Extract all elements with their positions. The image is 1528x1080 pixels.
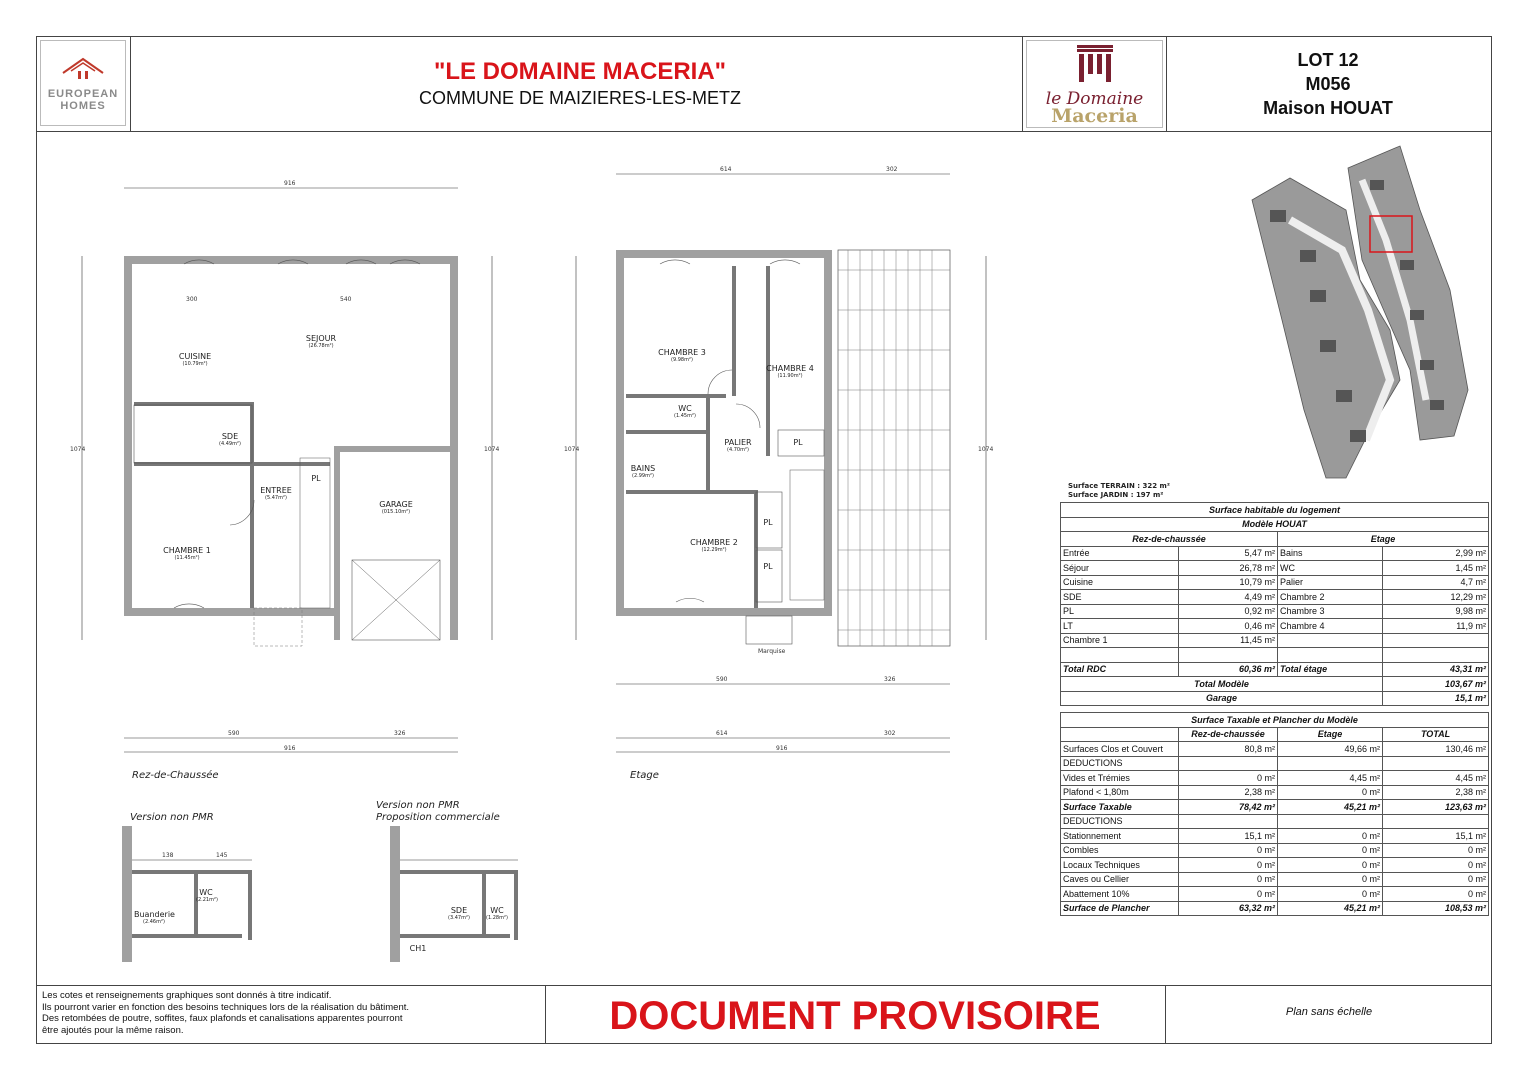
room-label: PALIER (4.70m²) bbox=[724, 438, 752, 453]
lot-number: LOT 12 bbox=[1297, 50, 1359, 70]
habitable-model: Modèle HOUAT bbox=[1061, 517, 1489, 532]
dim-label: 916 bbox=[284, 180, 296, 187]
room-label: CHAMBRE 2 (12.29m²) bbox=[690, 538, 738, 553]
dim-label: 540 bbox=[340, 296, 352, 303]
table-row: Stationnement 15,1 m² 0 m² 15,1 m² bbox=[1061, 829, 1489, 844]
dim-label: 302 bbox=[884, 730, 896, 737]
logo-text-line1: EUROPEAN bbox=[47, 88, 119, 100]
logo-text-line2: HOMES bbox=[60, 100, 106, 112]
dim-label: 916 bbox=[284, 745, 296, 752]
table-row: Caves ou Cellier 0 m² 0 m² 0 m² bbox=[1061, 872, 1489, 887]
pmr-plan-label: Version non PMR bbox=[130, 812, 214, 823]
dim-label: 302 bbox=[886, 166, 898, 173]
pmr2-plan-label: Version non PMR bbox=[376, 800, 460, 811]
room-label: WC (2.21m²) bbox=[196, 888, 218, 903]
room-label: PL bbox=[763, 562, 773, 571]
room-label: GARAGE (015.10m²) bbox=[379, 500, 413, 515]
table-row: SDE 4,49 m² Chambre 2 12,29 m² bbox=[1061, 590, 1489, 605]
page-subtitle: COMMUNE DE MAIZIERES-LES-METZ bbox=[418, 88, 741, 108]
site-map bbox=[1250, 140, 1475, 480]
room-label: PL bbox=[311, 474, 321, 483]
dim-label: 1074 bbox=[564, 446, 580, 453]
house-model: Maison HOUAT bbox=[1263, 98, 1393, 118]
rdc-plan bbox=[124, 256, 458, 646]
surface-jardin: Surface JARDIN : 197 m² bbox=[1068, 491, 1164, 499]
dim-label: 1074 bbox=[978, 446, 994, 453]
etage-plan-label: Etage bbox=[630, 770, 659, 781]
table-row: Surface Taxable 78,42 m² 45,21 m² 123,63 m² bbox=[1061, 800, 1489, 815]
table-row: Vides et Trémies 0 m² 4,45 m² 4,45 m² bbox=[1061, 771, 1489, 786]
dim-label: 1074 bbox=[70, 446, 86, 453]
table-row: DEDUCTIONS bbox=[1061, 756, 1489, 771]
taxable-title: Surface Taxable et Plancher du Modèle bbox=[1061, 713, 1489, 728]
room-label: CHAMBRE 3 (9.98m²) bbox=[658, 348, 706, 363]
room-label: SDE (4.49m²) bbox=[219, 432, 241, 447]
dim-label: 916 bbox=[776, 745, 788, 752]
marquise-label: Marquise bbox=[758, 648, 786, 655]
logo-brand-text: Maceria bbox=[1051, 105, 1138, 127]
lot-code: M056 bbox=[1305, 74, 1351, 94]
roof-hatching bbox=[838, 250, 950, 646]
dim-label: 1074 bbox=[484, 446, 500, 453]
pmr-plan bbox=[122, 826, 252, 962]
room-label: SDE (3.47m²) bbox=[448, 906, 470, 921]
table-row bbox=[1061, 648, 1489, 663]
taxable-table: Surface Taxable et Plancher du Modèle Rez-de-chaussée Etage TOTAL Surfaces Clos et Couvert 80,8 m² 49,66 m² 130,46 m² DEDUCTIONS Vides et Trémies 0 m² 4,45 m² 4,45 m² Plafond < 1,80m 2,38 m² 0 m² 2,38 m² Surface Taxable 78,42 m² 45,21 m² 123,63 m² DEDUCTIONS Stationnement 15,1 m² 0 m² 15,1 m² Combles 0 m² 0 m² 0 m² Locaux Techniques 0 m² 0 m² 0 m² Caves ou Cellier 0 m² 0 m² 0 m² Abattement 10% 0 m² 0 m² 0 m² Surface de Plancher 63,32 m² 45,21 m² 108,53 m² bbox=[1060, 712, 1489, 916]
total-modele-row: Total Modèle 103,67 m² bbox=[1061, 677, 1489, 692]
room-label: CUISINE (10.79m²) bbox=[178, 352, 212, 367]
total-row: Total RDC 60,36 m² Total étage 43,31 m² bbox=[1061, 662, 1489, 677]
logo-script-text: le Domaine bbox=[1045, 89, 1144, 109]
dim-label: 590 bbox=[716, 676, 728, 683]
room-label: PL bbox=[793, 438, 803, 447]
dim-label: 614 bbox=[716, 730, 728, 737]
table-row: Surfaces Clos et Couvert 80,8 m² 49,66 m² 130,46 m² bbox=[1061, 742, 1489, 757]
habitable-title: Surface habitable du logement bbox=[1061, 503, 1489, 518]
table-row: Locaux Techniques 0 m² 0 m² 0 m² bbox=[1061, 858, 1489, 873]
room-label: WC (1.28m²) bbox=[486, 906, 508, 921]
dim-label: 300 bbox=[186, 296, 198, 303]
table-row: Entrée 5,47 m² Bains 2,99 m² bbox=[1061, 546, 1489, 561]
room-label: ENTREE (5.47m²) bbox=[260, 486, 292, 501]
room-label: SEJOUR (26.78m²) bbox=[305, 334, 337, 349]
pmr2-plan-sublabel: Proposition commerciale bbox=[376, 812, 500, 823]
table-row: DEDUCTIONS bbox=[1061, 814, 1489, 829]
room-label: BAINS (2.99m²) bbox=[630, 464, 656, 479]
rdc-plan-label: Rez-de-Chaussée bbox=[132, 770, 219, 781]
provisional-stamp: DOCUMENT PROVISOIRE bbox=[609, 994, 1101, 1038]
room-label: CH1 bbox=[409, 944, 427, 953]
footer-vdivider-left bbox=[545, 985, 546, 1044]
room-label: CHAMBRE 4 (11.90m²) bbox=[766, 364, 814, 379]
room-label: WC (1.45m²) bbox=[674, 404, 696, 419]
disclaimer: Les cotes et renseignements graphiques sont donnés à titre indicatif. Ils pourront varier en fonction des besoins techniques lors de la réalisation du bâtiment. Des retombées de poutre, soffites, faux plafonds et canalisations apparentes pourront être ajoutés pour la même raison. bbox=[42, 990, 410, 1036]
room-label: Buanderie (2.46m²) bbox=[134, 910, 175, 925]
pmr2-plan bbox=[390, 826, 518, 962]
table-row: Chambre 1 11,45 m² bbox=[1061, 633, 1489, 648]
table-row: Combles 0 m² 0 m² 0 m² bbox=[1061, 843, 1489, 858]
dim-label: 614 bbox=[720, 166, 732, 173]
table-row: Séjour 26,78 m² WC 1,45 m² bbox=[1061, 561, 1489, 576]
dim-label: 326 bbox=[394, 730, 406, 737]
dim-label: 138 bbox=[162, 852, 174, 859]
surface-terrain: Surface TERRAIN : 322 m² bbox=[1068, 482, 1170, 490]
dim-label: 326 bbox=[884, 676, 896, 683]
table-row: LT 0,46 m² Chambre 4 11,9 m² bbox=[1061, 619, 1489, 634]
garage-row: Garage 15,1 m² bbox=[1061, 691, 1489, 706]
col-etage: Etage bbox=[1278, 532, 1489, 547]
column-logo-icon bbox=[1073, 43, 1117, 87]
room-label: PL bbox=[763, 518, 773, 527]
table-row: Cuisine 10,79 m² Palier 4,7 m² bbox=[1061, 575, 1489, 590]
dim-label: 590 bbox=[228, 730, 240, 737]
table-row: PL 0,92 m² Chambre 3 9,98 m² bbox=[1061, 604, 1489, 619]
page-title: "LE DOMAINE MACERIA" bbox=[433, 58, 727, 85]
footer-divider bbox=[36, 985, 1492, 986]
scale-note: Plan sans échelle bbox=[1285, 1006, 1373, 1018]
table-row: Surface de Plancher 63,32 m² 45,21 m² 108,53 m² bbox=[1061, 901, 1489, 916]
room-label: CHAMBRE 1 (11.45m²) bbox=[163, 546, 211, 561]
table-row: Abattement 10% 0 m² 0 m² 0 m² bbox=[1061, 887, 1489, 902]
col-rdc: Rez-de-chaussée bbox=[1061, 532, 1278, 547]
header-vdivider-right bbox=[1166, 36, 1167, 131]
dim-label: 145 bbox=[216, 852, 228, 859]
table-row: Plafond < 1,80m 2,38 m² 0 m² 2,38 m² bbox=[1061, 785, 1489, 800]
habitable-table bbox=[1060, 502, 1489, 706]
